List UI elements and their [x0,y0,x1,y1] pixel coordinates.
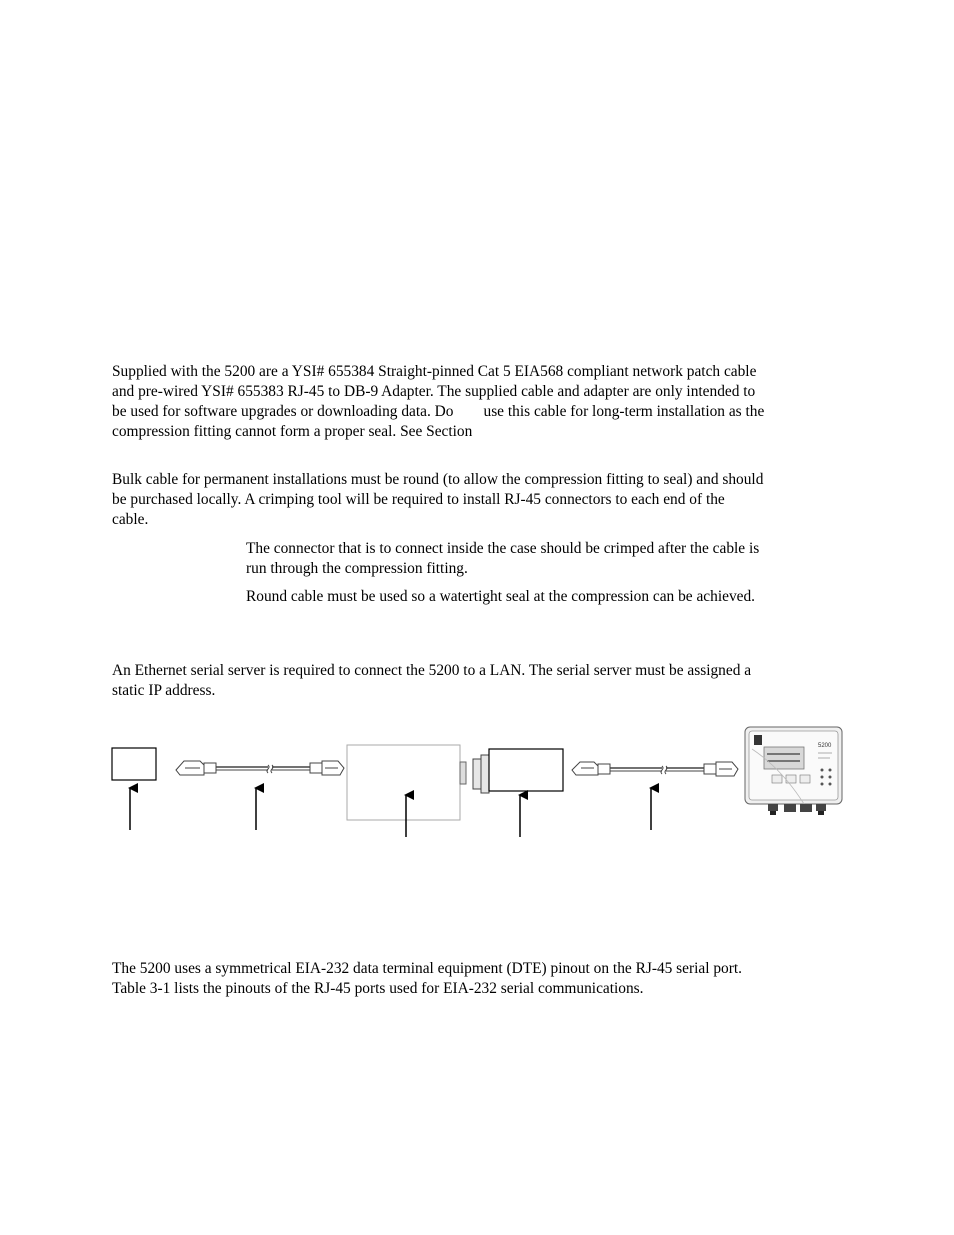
text-line: Table 3-1 lists the pinouts of the RJ-45 ports used for EIA-232 serial communications. [112,980,644,997]
patch-cable-1 [176,761,344,775]
ethernet-server-paragraph [112,661,842,701]
text-line: compression fitting cannot form a proper seal. See Section [112,423,473,440]
text-line: The connector that is to connect inside the case should be crimped after the cable is [246,540,760,557]
text-line: An Ethernet serial server is required to connect the 5200 to a LAN. The serial server must be assigned a [112,662,752,679]
text-line: The 5200 uses a symmetrical EIA-232 data terminal equipment (DTE) pinout on the RJ-45 serial port. [112,960,743,977]
round-cable-note [246,587,836,607]
pinout-paragraph [112,959,842,999]
text-line: run through the compression fitting. [246,560,468,577]
instrument-label: 5200 [818,743,832,749]
patch-cable-2 [572,762,738,776]
text-line [112,402,842,422]
db9-adapter [473,749,563,793]
lan-device-box [112,748,156,780]
text-line: Round cable must be used so a watertight seal at the compression can be achieved. [246,588,756,605]
connection-diagram [100,715,850,840]
serial-server-box [347,745,460,820]
supplied-cable-paragraph [112,362,842,442]
text-line: Supplied with the 5200 are a YSI# 655384 Straight-pinned Cat 5 EIA568 compliant network patch cable [112,363,757,380]
text-line: Bulk cable for permanent installations must be round (to allow the compression fitting to seal) and should [112,471,764,488]
bulk-cable-paragraph [112,470,842,530]
instrument-5200 [745,727,842,815]
text-line: cable. [112,511,149,528]
crimp-note [246,539,836,579]
text-line: be purchased locally. A crimping tool will be required to install RJ-45 connectors to each end of the [112,491,725,508]
text-fragment: use this cable for long-term installation as the [483,403,765,420]
text-line: and pre-wired YSI# 655383 RJ-45 to DB-9 Adapter. The supplied cable and adapter are only intended to [112,383,756,400]
text-fragment: be used for software upgrades or downloading data. Do [112,403,454,420]
text-line: static IP address. [112,682,216,699]
